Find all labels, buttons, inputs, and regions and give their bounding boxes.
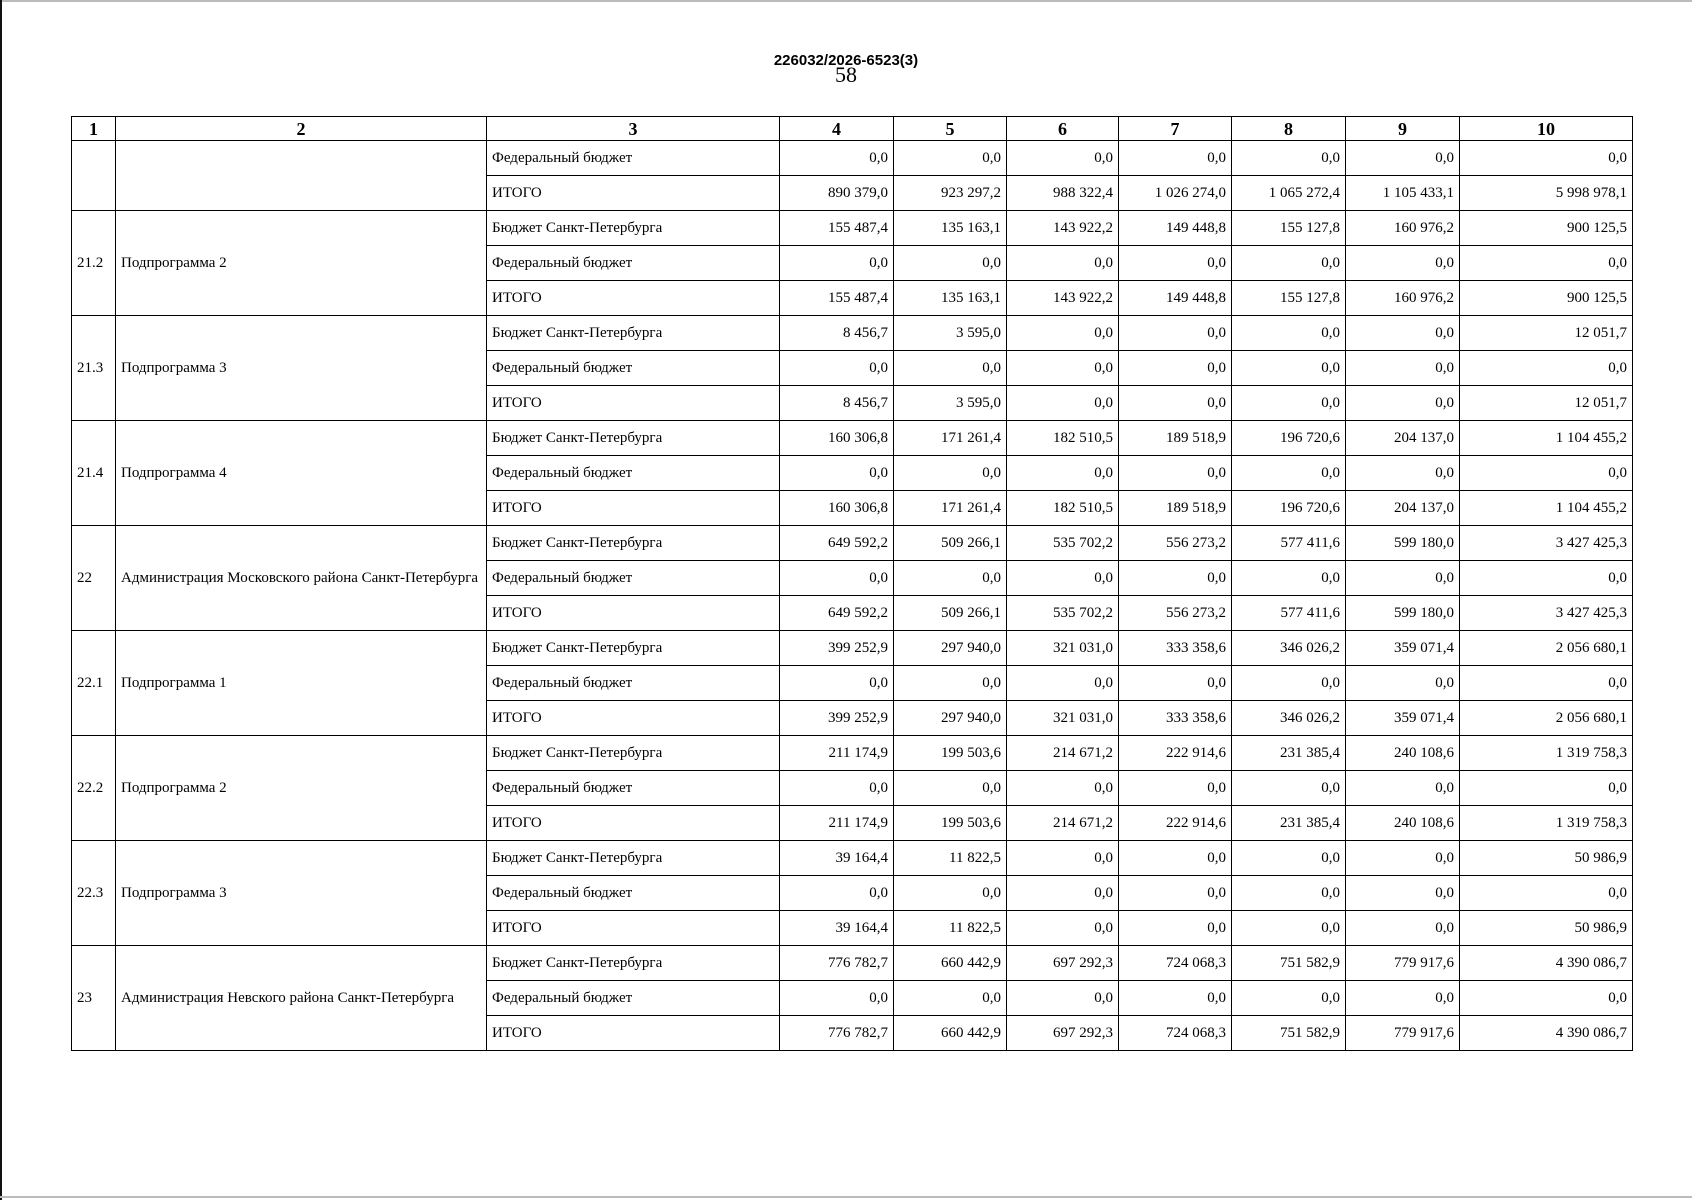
amount-cell: 160 976,2 bbox=[1346, 211, 1460, 246]
amount-cell: 333 358,6 bbox=[1119, 701, 1232, 736]
amount-cell: 0,0 bbox=[1007, 561, 1119, 596]
amount-cell: 160 306,8 bbox=[780, 491, 894, 526]
amount-cell: 0,0 bbox=[1460, 771, 1633, 806]
row-number: 23 bbox=[72, 946, 116, 1051]
funding-source: ИТОГО bbox=[487, 281, 780, 316]
amount-cell: 535 702,2 bbox=[1007, 526, 1119, 561]
program-name: Администрация Московского района Санкт-Петербурга bbox=[116, 526, 487, 631]
amount-cell: 0,0 bbox=[780, 141, 894, 176]
column-header: 9 bbox=[1346, 117, 1460, 141]
funding-source: Бюджет Санкт-Петербурга bbox=[487, 316, 780, 351]
funding-source: Бюджет Санкт-Петербурга bbox=[487, 211, 780, 246]
amount-cell: 0,0 bbox=[780, 561, 894, 596]
program-name: Администрация Невского района Санкт-Петербурга bbox=[116, 946, 487, 1051]
funding-source: ИТОГО bbox=[487, 176, 780, 211]
amount-cell: 0,0 bbox=[894, 141, 1007, 176]
amount-cell: 50 986,9 bbox=[1460, 841, 1633, 876]
amount-cell: 155 487,4 bbox=[780, 211, 894, 246]
amount-cell: 0,0 bbox=[780, 246, 894, 281]
amount-cell: 0,0 bbox=[1007, 841, 1119, 876]
amount-cell: 4 390 086,7 bbox=[1460, 946, 1633, 981]
amount-cell: 196 720,6 bbox=[1232, 421, 1346, 456]
amount-cell: 0,0 bbox=[1346, 141, 1460, 176]
amount-cell: 0,0 bbox=[780, 771, 894, 806]
funding-source: Федеральный бюджет bbox=[487, 771, 780, 806]
amount-cell: 0,0 bbox=[894, 351, 1007, 386]
amount-cell: 1 104 455,2 bbox=[1460, 421, 1633, 456]
amount-cell: 39 164,4 bbox=[780, 841, 894, 876]
amount-cell: 0,0 bbox=[1232, 141, 1346, 176]
amount-cell: 0,0 bbox=[1119, 351, 1232, 386]
amount-cell: 211 174,9 bbox=[780, 736, 894, 771]
amount-cell: 0,0 bbox=[894, 771, 1007, 806]
program-name: Подпрограмма 3 bbox=[116, 841, 487, 946]
amount-cell: 0,0 bbox=[1119, 666, 1232, 701]
amount-cell: 577 411,6 bbox=[1232, 526, 1346, 561]
amount-cell: 189 518,9 bbox=[1119, 421, 1232, 456]
amount-cell: 231 385,4 bbox=[1232, 806, 1346, 841]
amount-cell: 660 442,9 bbox=[894, 946, 1007, 981]
amount-cell: 4 390 086,7 bbox=[1460, 1016, 1633, 1051]
amount-cell: 0,0 bbox=[1346, 561, 1460, 596]
amount-cell: 135 163,1 bbox=[894, 281, 1007, 316]
table-row bbox=[72, 211, 1633, 246]
column-header: 6 bbox=[1007, 117, 1119, 141]
amount-cell: 0,0 bbox=[1346, 666, 1460, 701]
scan-top-edge bbox=[0, 0, 1692, 2]
funding-source: Федеральный бюджет bbox=[487, 876, 780, 911]
amount-cell: 890 379,0 bbox=[780, 176, 894, 211]
amount-cell: 0,0 bbox=[1460, 876, 1633, 911]
amount-cell: 0,0 bbox=[1460, 351, 1633, 386]
amount-cell: 12 051,7 bbox=[1460, 386, 1633, 421]
column-header: 5 bbox=[894, 117, 1007, 141]
amount-cell: 1 319 758,3 bbox=[1460, 806, 1633, 841]
amount-cell: 0,0 bbox=[1460, 456, 1633, 491]
amount-cell: 0,0 bbox=[1346, 456, 1460, 491]
amount-cell: 1 105 433,1 bbox=[1346, 176, 1460, 211]
amount-cell: 0,0 bbox=[1232, 771, 1346, 806]
column-header: 2 bbox=[116, 117, 487, 141]
amount-cell: 599 180,0 bbox=[1346, 526, 1460, 561]
amount-cell: 0,0 bbox=[894, 981, 1007, 1016]
program-name: Подпрограмма 2 bbox=[116, 736, 487, 841]
amount-cell: 0,0 bbox=[1232, 246, 1346, 281]
amount-cell: 0,0 bbox=[1007, 771, 1119, 806]
funding-source: Федеральный бюджет bbox=[487, 666, 780, 701]
funding-source: ИТОГО bbox=[487, 701, 780, 736]
row-number: 21.3 bbox=[72, 316, 116, 421]
amount-cell: 155 127,8 bbox=[1232, 211, 1346, 246]
amount-cell: 346 026,2 bbox=[1232, 701, 1346, 736]
amount-cell: 923 297,2 bbox=[894, 176, 1007, 211]
amount-cell: 240 108,6 bbox=[1346, 736, 1460, 771]
amount-cell: 0,0 bbox=[1119, 561, 1232, 596]
amount-cell: 2 056 680,1 bbox=[1460, 631, 1633, 666]
amount-cell: 0,0 bbox=[1346, 316, 1460, 351]
funding-source: Бюджет Санкт-Петербурга bbox=[487, 736, 780, 771]
table-row bbox=[72, 841, 1633, 876]
amount-cell: 204 137,0 bbox=[1346, 421, 1460, 456]
amount-cell: 39 164,4 bbox=[780, 911, 894, 946]
amount-cell: 11 822,5 bbox=[894, 841, 1007, 876]
amount-cell: 171 261,4 bbox=[894, 421, 1007, 456]
table-row bbox=[72, 316, 1633, 351]
row-number: 21.2 bbox=[72, 211, 116, 316]
amount-cell: 0,0 bbox=[1232, 981, 1346, 1016]
amount-cell: 988 322,4 bbox=[1007, 176, 1119, 211]
funding-source: Федеральный бюджет bbox=[487, 351, 780, 386]
amount-cell: 3 595,0 bbox=[894, 386, 1007, 421]
amount-cell: 0,0 bbox=[1346, 351, 1460, 386]
amount-cell: 900 125,5 bbox=[1460, 211, 1633, 246]
amount-cell: 0,0 bbox=[1232, 316, 1346, 351]
amount-cell: 214 671,2 bbox=[1007, 806, 1119, 841]
amount-cell: 359 071,4 bbox=[1346, 631, 1460, 666]
amount-cell: 399 252,9 bbox=[780, 631, 894, 666]
amount-cell: 231 385,4 bbox=[1232, 736, 1346, 771]
program-name: Подпрограмма 2 bbox=[116, 211, 487, 316]
amount-cell: 160 976,2 bbox=[1346, 281, 1460, 316]
amount-cell: 0,0 bbox=[780, 351, 894, 386]
amount-cell: 0,0 bbox=[1346, 876, 1460, 911]
amount-cell: 149 448,8 bbox=[1119, 211, 1232, 246]
amount-cell: 599 180,0 bbox=[1346, 596, 1460, 631]
funding-source: ИТОГО bbox=[487, 1016, 780, 1051]
amount-cell: 297 940,0 bbox=[894, 701, 1007, 736]
amount-cell: 0,0 bbox=[894, 666, 1007, 701]
program-name bbox=[116, 141, 487, 211]
amount-cell: 12 051,7 bbox=[1460, 316, 1633, 351]
amount-cell: 0,0 bbox=[780, 981, 894, 1016]
amount-cell: 0,0 bbox=[1007, 911, 1119, 946]
funding-source: ИТОГО bbox=[487, 911, 780, 946]
funding-source: Бюджет Санкт-Петербурга bbox=[487, 841, 780, 876]
amount-cell: 0,0 bbox=[1346, 841, 1460, 876]
amount-cell: 0,0 bbox=[1346, 246, 1460, 281]
program-name: Подпрограмма 3 bbox=[116, 316, 487, 421]
amount-cell: 0,0 bbox=[1007, 876, 1119, 911]
amount-cell: 0,0 bbox=[1119, 911, 1232, 946]
amount-cell: 0,0 bbox=[1460, 981, 1633, 1016]
amount-cell: 189 518,9 bbox=[1119, 491, 1232, 526]
amount-cell: 3 595,0 bbox=[894, 316, 1007, 351]
column-header: 7 bbox=[1119, 117, 1232, 141]
amount-cell: 577 411,6 bbox=[1232, 596, 1346, 631]
funding-source: ИТОГО bbox=[487, 491, 780, 526]
amount-cell: 556 273,2 bbox=[1119, 596, 1232, 631]
amount-cell: 1 319 758,3 bbox=[1460, 736, 1633, 771]
amount-cell: 222 914,6 bbox=[1119, 806, 1232, 841]
amount-cell: 535 702,2 bbox=[1007, 596, 1119, 631]
amount-cell: 0,0 bbox=[1460, 246, 1633, 281]
row-number: 21.4 bbox=[72, 421, 116, 526]
amount-cell: 0,0 bbox=[1119, 981, 1232, 1016]
column-header: 1 bbox=[72, 117, 116, 141]
amount-cell: 649 592,2 bbox=[780, 596, 894, 631]
table-row bbox=[72, 141, 1633, 176]
row-number: 22.1 bbox=[72, 631, 116, 736]
row-number: 22.2 bbox=[72, 736, 116, 841]
amount-cell: 1 026 274,0 bbox=[1119, 176, 1232, 211]
amount-cell: 8 456,7 bbox=[780, 386, 894, 421]
amount-cell: 171 261,4 bbox=[894, 491, 1007, 526]
amount-cell: 509 266,1 bbox=[894, 596, 1007, 631]
amount-cell: 0,0 bbox=[1119, 771, 1232, 806]
amount-cell: 900 125,5 bbox=[1460, 281, 1633, 316]
amount-cell: 0,0 bbox=[1460, 561, 1633, 596]
funding-source: Федеральный бюджет bbox=[487, 981, 780, 1016]
table-header-row bbox=[72, 117, 1633, 141]
amount-cell: 0,0 bbox=[894, 876, 1007, 911]
amount-cell: 0,0 bbox=[1460, 141, 1633, 176]
amount-cell: 1 104 455,2 bbox=[1460, 491, 1633, 526]
amount-cell: 297 940,0 bbox=[894, 631, 1007, 666]
funding-source: Бюджет Санкт-Петербурга bbox=[487, 421, 780, 456]
amount-cell: 556 273,2 bbox=[1119, 526, 1232, 561]
page-number: 58 bbox=[835, 62, 857, 87]
amount-cell: 182 510,5 bbox=[1007, 491, 1119, 526]
funding-source: ИТОГО bbox=[487, 596, 780, 631]
amount-cell: 724 068,3 bbox=[1119, 946, 1232, 981]
amount-cell: 751 582,9 bbox=[1232, 946, 1346, 981]
funding-source: Бюджет Санкт-Петербурга bbox=[487, 631, 780, 666]
amount-cell: 0,0 bbox=[1007, 246, 1119, 281]
amount-cell: 0,0 bbox=[1232, 876, 1346, 911]
amount-cell: 3 427 425,3 bbox=[1460, 526, 1633, 561]
amount-cell: 0,0 bbox=[1119, 456, 1232, 491]
amount-cell: 199 503,6 bbox=[894, 736, 1007, 771]
amount-cell: 0,0 bbox=[1119, 386, 1232, 421]
row-number bbox=[72, 141, 116, 211]
amount-cell: 399 252,9 bbox=[780, 701, 894, 736]
program-name: Подпрограмма 1 bbox=[116, 631, 487, 736]
amount-cell: 751 582,9 bbox=[1232, 1016, 1346, 1051]
amount-cell: 321 031,0 bbox=[1007, 701, 1119, 736]
row-number: 22 bbox=[72, 526, 116, 631]
funding-source: Федеральный бюджет bbox=[487, 141, 780, 176]
amount-cell: 0,0 bbox=[1007, 666, 1119, 701]
amount-cell: 222 914,6 bbox=[1119, 736, 1232, 771]
amount-cell: 776 782,7 bbox=[780, 1016, 894, 1051]
amount-cell: 0,0 bbox=[1460, 666, 1633, 701]
amount-cell: 0,0 bbox=[1007, 456, 1119, 491]
amount-cell: 724 068,3 bbox=[1119, 1016, 1232, 1051]
amount-cell: 0,0 bbox=[1007, 316, 1119, 351]
table-row bbox=[72, 526, 1633, 561]
amount-cell: 50 986,9 bbox=[1460, 911, 1633, 946]
amount-cell: 0,0 bbox=[1119, 876, 1232, 911]
scan-left-edge bbox=[0, 0, 2, 1200]
amount-cell: 0,0 bbox=[1007, 351, 1119, 386]
scan-bottom-edge bbox=[0, 1196, 1692, 1198]
amount-cell: 211 174,9 bbox=[780, 806, 894, 841]
column-header: 3 bbox=[487, 117, 780, 141]
amount-cell: 0,0 bbox=[1119, 141, 1232, 176]
column-header: 8 bbox=[1232, 117, 1346, 141]
amount-cell: 2 056 680,1 bbox=[1460, 701, 1633, 736]
amount-cell: 0,0 bbox=[1346, 911, 1460, 946]
program-name: Подпрограмма 4 bbox=[116, 421, 487, 526]
amount-cell: 0,0 bbox=[1346, 981, 1460, 1016]
amount-cell: 149 448,8 bbox=[1119, 281, 1232, 316]
amount-cell: 660 442,9 bbox=[894, 1016, 1007, 1051]
amount-cell: 155 127,8 bbox=[1232, 281, 1346, 316]
amount-cell: 5 998 978,1 bbox=[1460, 176, 1633, 211]
amount-cell: 0,0 bbox=[1232, 456, 1346, 491]
table-row bbox=[72, 736, 1633, 771]
amount-cell: 196 720,6 bbox=[1232, 491, 1346, 526]
amount-cell: 0,0 bbox=[1232, 561, 1346, 596]
amount-cell: 8 456,7 bbox=[780, 316, 894, 351]
amount-cell: 160 306,8 bbox=[780, 421, 894, 456]
amount-cell: 509 266,1 bbox=[894, 526, 1007, 561]
amount-cell: 359 071,4 bbox=[1346, 701, 1460, 736]
amount-cell: 155 487,4 bbox=[780, 281, 894, 316]
amount-cell: 0,0 bbox=[894, 246, 1007, 281]
amount-cell: 0,0 bbox=[1119, 246, 1232, 281]
amount-cell: 1 065 272,4 bbox=[1232, 176, 1346, 211]
funding-source: Федеральный бюджет bbox=[487, 246, 780, 281]
amount-cell: 697 292,3 bbox=[1007, 1016, 1119, 1051]
row-number: 22.3 bbox=[72, 841, 116, 946]
amount-cell: 0,0 bbox=[780, 666, 894, 701]
amount-cell: 0,0 bbox=[1119, 841, 1232, 876]
amount-cell: 0,0 bbox=[1007, 981, 1119, 1016]
amount-cell: 0,0 bbox=[1007, 141, 1119, 176]
funding-source: Бюджет Санкт-Петербурга bbox=[487, 526, 780, 561]
amount-cell: 240 108,6 bbox=[1346, 806, 1460, 841]
amount-cell: 0,0 bbox=[1232, 841, 1346, 876]
amount-cell: 0,0 bbox=[1346, 386, 1460, 421]
document-number: 226032/2026-6523(3) bbox=[773, 52, 919, 69]
table-row bbox=[72, 631, 1633, 666]
amount-cell: 0,0 bbox=[1119, 316, 1232, 351]
table-row bbox=[72, 421, 1633, 456]
amount-cell: 779 917,6 bbox=[1346, 946, 1460, 981]
funding-source: ИТОГО bbox=[487, 386, 780, 421]
amount-cell: 199 503,6 bbox=[894, 806, 1007, 841]
amount-cell: 779 917,6 bbox=[1346, 1016, 1460, 1051]
budget-table bbox=[71, 116, 1633, 1051]
amount-cell: 204 137,0 bbox=[1346, 491, 1460, 526]
amount-cell: 697 292,3 bbox=[1007, 946, 1119, 981]
amount-cell: 0,0 bbox=[780, 876, 894, 911]
amount-cell: 135 163,1 bbox=[894, 211, 1007, 246]
amount-cell: 143 922,2 bbox=[1007, 281, 1119, 316]
amount-cell: 0,0 bbox=[1232, 386, 1346, 421]
amount-cell: 143 922,2 bbox=[1007, 211, 1119, 246]
amount-cell: 0,0 bbox=[1232, 351, 1346, 386]
amount-cell: 0,0 bbox=[1232, 911, 1346, 946]
amount-cell: 182 510,5 bbox=[1007, 421, 1119, 456]
amount-cell: 3 427 425,3 bbox=[1460, 596, 1633, 631]
amount-cell: 0,0 bbox=[780, 456, 894, 491]
funding-source: Бюджет Санкт-Петербурга bbox=[487, 946, 780, 981]
amount-cell: 346 026,2 bbox=[1232, 631, 1346, 666]
funding-source: Федеральный бюджет bbox=[487, 561, 780, 596]
amount-cell: 333 358,6 bbox=[1119, 631, 1232, 666]
column-header: 4 bbox=[780, 117, 894, 141]
amount-cell: 0,0 bbox=[1232, 666, 1346, 701]
amount-cell: 321 031,0 bbox=[1007, 631, 1119, 666]
amount-cell: 776 782,7 bbox=[780, 946, 894, 981]
amount-cell: 0,0 bbox=[1007, 386, 1119, 421]
funding-source: ИТОГО bbox=[487, 806, 780, 841]
amount-cell: 0,0 bbox=[1346, 771, 1460, 806]
amount-cell: 11 822,5 bbox=[894, 911, 1007, 946]
column-header: 10 bbox=[1460, 117, 1633, 141]
amount-cell: 0,0 bbox=[894, 456, 1007, 491]
amount-cell: 0,0 bbox=[894, 561, 1007, 596]
table-row bbox=[72, 946, 1633, 981]
table-body bbox=[72, 141, 1633, 1051]
amount-cell: 649 592,2 bbox=[780, 526, 894, 561]
funding-source: Федеральный бюджет bbox=[487, 456, 780, 491]
amount-cell: 214 671,2 bbox=[1007, 736, 1119, 771]
